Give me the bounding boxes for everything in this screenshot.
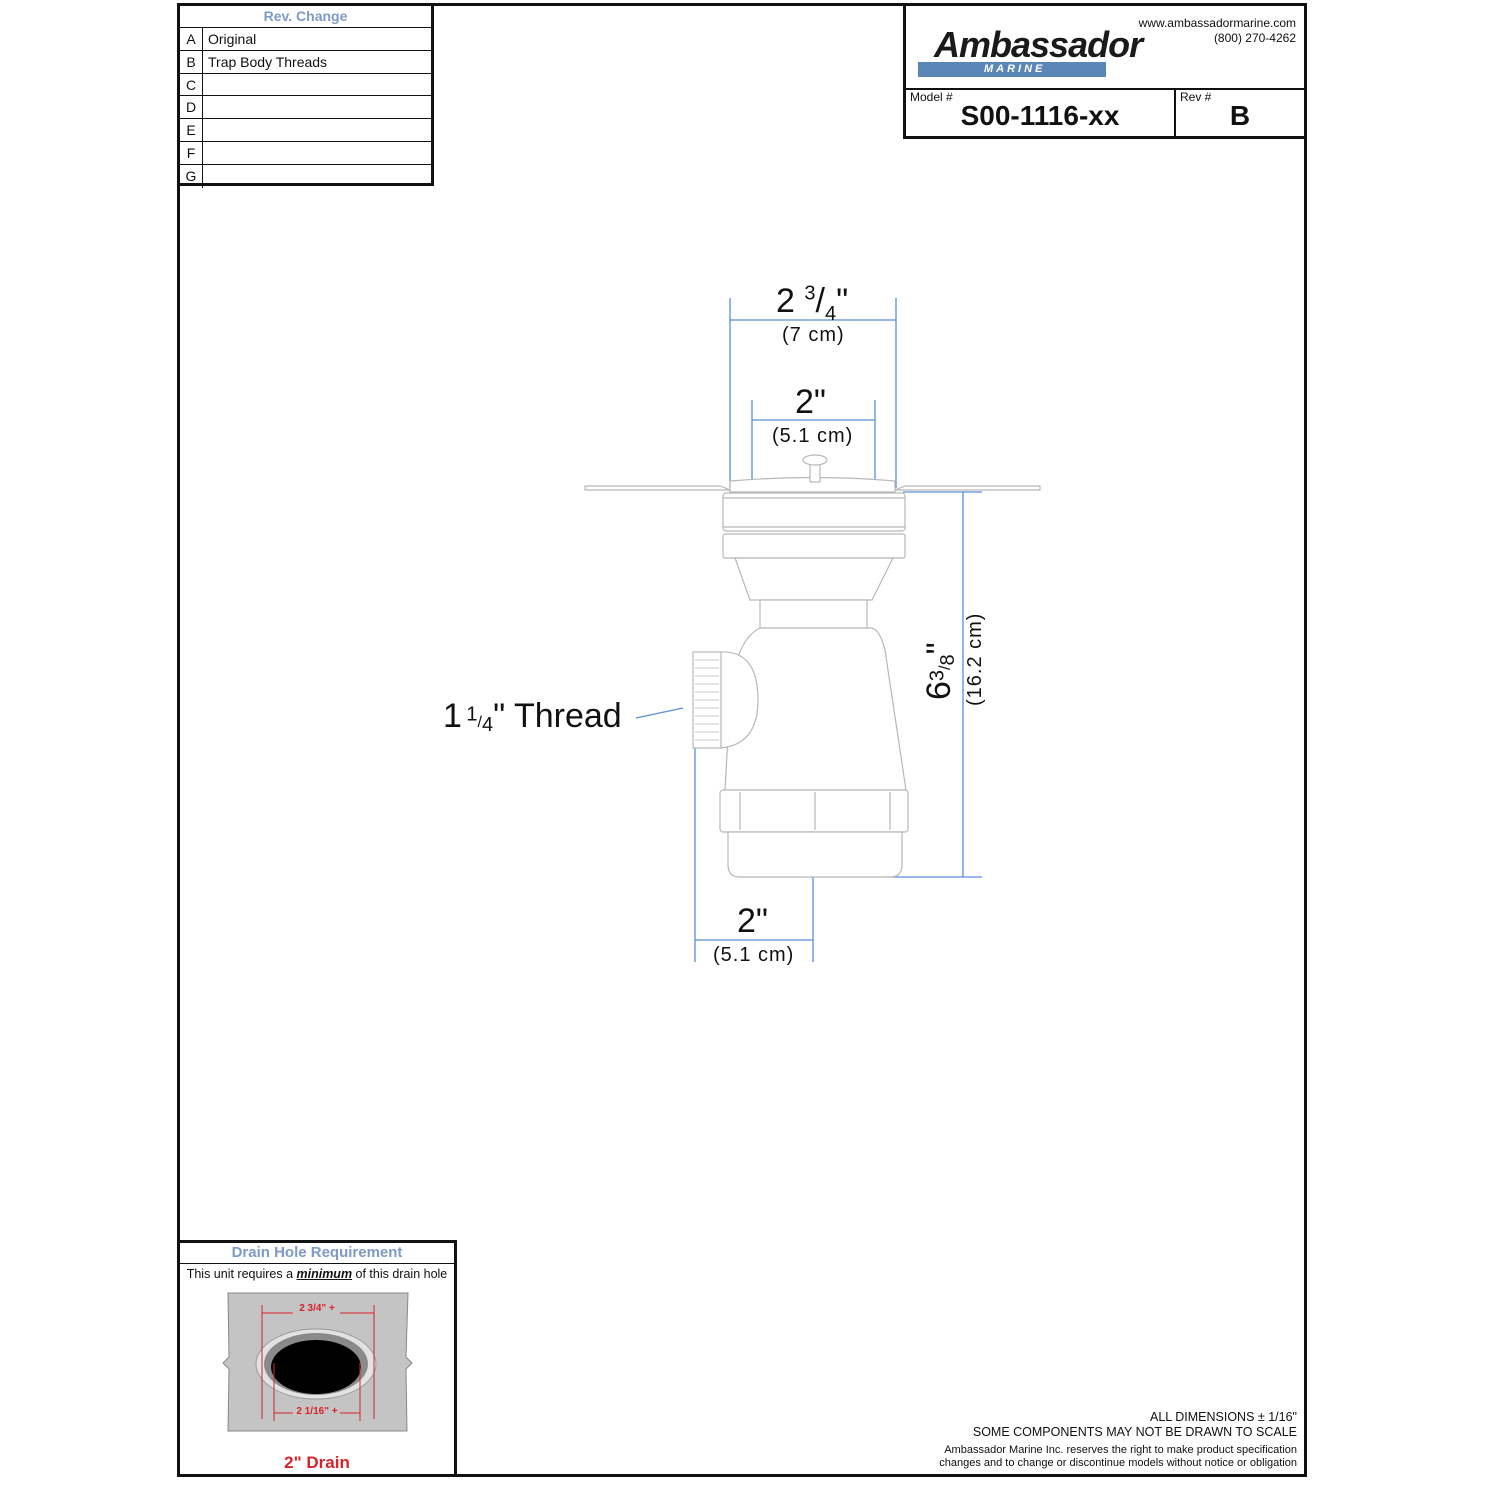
website-text: www.ambassadormarine.com — [1138, 16, 1296, 30]
disclaimer-line2: changes and to change or discontinue models without notice or obligation — [939, 1457, 1297, 1469]
dim-numerator: 3 — [804, 282, 816, 305]
revision-letter: F — [180, 142, 203, 164]
revision-table-title: Rev. Change — [180, 6, 431, 28]
dim-denominator: 4 — [481, 714, 494, 737]
drain-top-dimension: 2 3/4" + — [299, 1303, 335, 1314]
revision-change: Trap Body Threads — [208, 53, 328, 70]
thread-label: " Thread — [493, 697, 622, 735]
top-width-metric: (7 cm) — [782, 324, 845, 346]
model-number: S00-1116-xx — [960, 100, 1120, 131]
rev-value: B — [1229, 100, 1251, 131]
revision-letter: B — [180, 51, 203, 73]
revision-letter: D — [180, 96, 203, 118]
drain-hole-box — [177, 1240, 457, 1477]
drawing-notes — [939, 1410, 1297, 1470]
phone-text: (800) 270-4262 — [1213, 31, 1296, 45]
note-emphasis: minimum — [296, 1267, 353, 1281]
drain-hole-title: Drain Hole Requirement — [180, 1243, 454, 1264]
height-metric: (16.2 cm) — [964, 612, 986, 706]
dim-denominator: 8 — [937, 654, 960, 666]
dim-unit: " — [920, 642, 958, 655]
revision-letter: E — [180, 119, 203, 141]
brand-logo: Ambassador — [934, 24, 1143, 65]
top-width-dimension: 2 $^3/_4$" — [776, 282, 849, 325]
dim-numerator: 1 — [466, 703, 478, 726]
inner-width-dimension: 2" — [795, 383, 826, 421]
dim-denominator: 4 — [824, 302, 837, 325]
inner-width-metric: (5.1 cm) — [772, 425, 854, 447]
rev-label: Rev # — [1180, 90, 1212, 104]
note-text: This unit requires a — [186, 1267, 297, 1281]
bottom-width-metric: (5.1 cm) — [713, 944, 795, 966]
disclaimer-line1: Ambassador Marine Inc. reserves the right to make product specification — [944, 1444, 1297, 1456]
note-text: of this drain hole — [352, 1267, 448, 1281]
drain-size-label: 2" Drain — [284, 1453, 350, 1472]
drain-hole-illustration — [180, 1243, 454, 1474]
scale-note: SOME COMPONENTS MAY NOT BE DRAWN TO SCALE — [972, 1425, 1297, 1439]
dim-whole: 2 — [776, 282, 795, 320]
dim-whole: 6 — [920, 681, 958, 700]
revision-letter: G — [180, 165, 203, 188]
revision-letter: C — [180, 74, 203, 96]
height-dimension: $6^3/_8$" — [920, 642, 960, 700]
dim-numerator: 3 — [926, 669, 949, 682]
dim-unit: " — [836, 282, 849, 320]
revision-letter: A — [180, 28, 203, 50]
thread-callout: 1 $^1/_4$" Thread — [443, 697, 622, 737]
drain-bottom-dimension: 2 1/16" + — [296, 1406, 338, 1417]
dim-whole: 1 — [443, 697, 462, 735]
tolerance-note: ALL DIMENSIONS ± 1/16" — [1150, 1410, 1297, 1424]
brand-sub: MARINE — [984, 63, 1046, 75]
bottom-width-dimension: 2" — [737, 902, 768, 940]
model-label: Model # — [910, 90, 953, 104]
revision-change: Original — [208, 31, 257, 47]
